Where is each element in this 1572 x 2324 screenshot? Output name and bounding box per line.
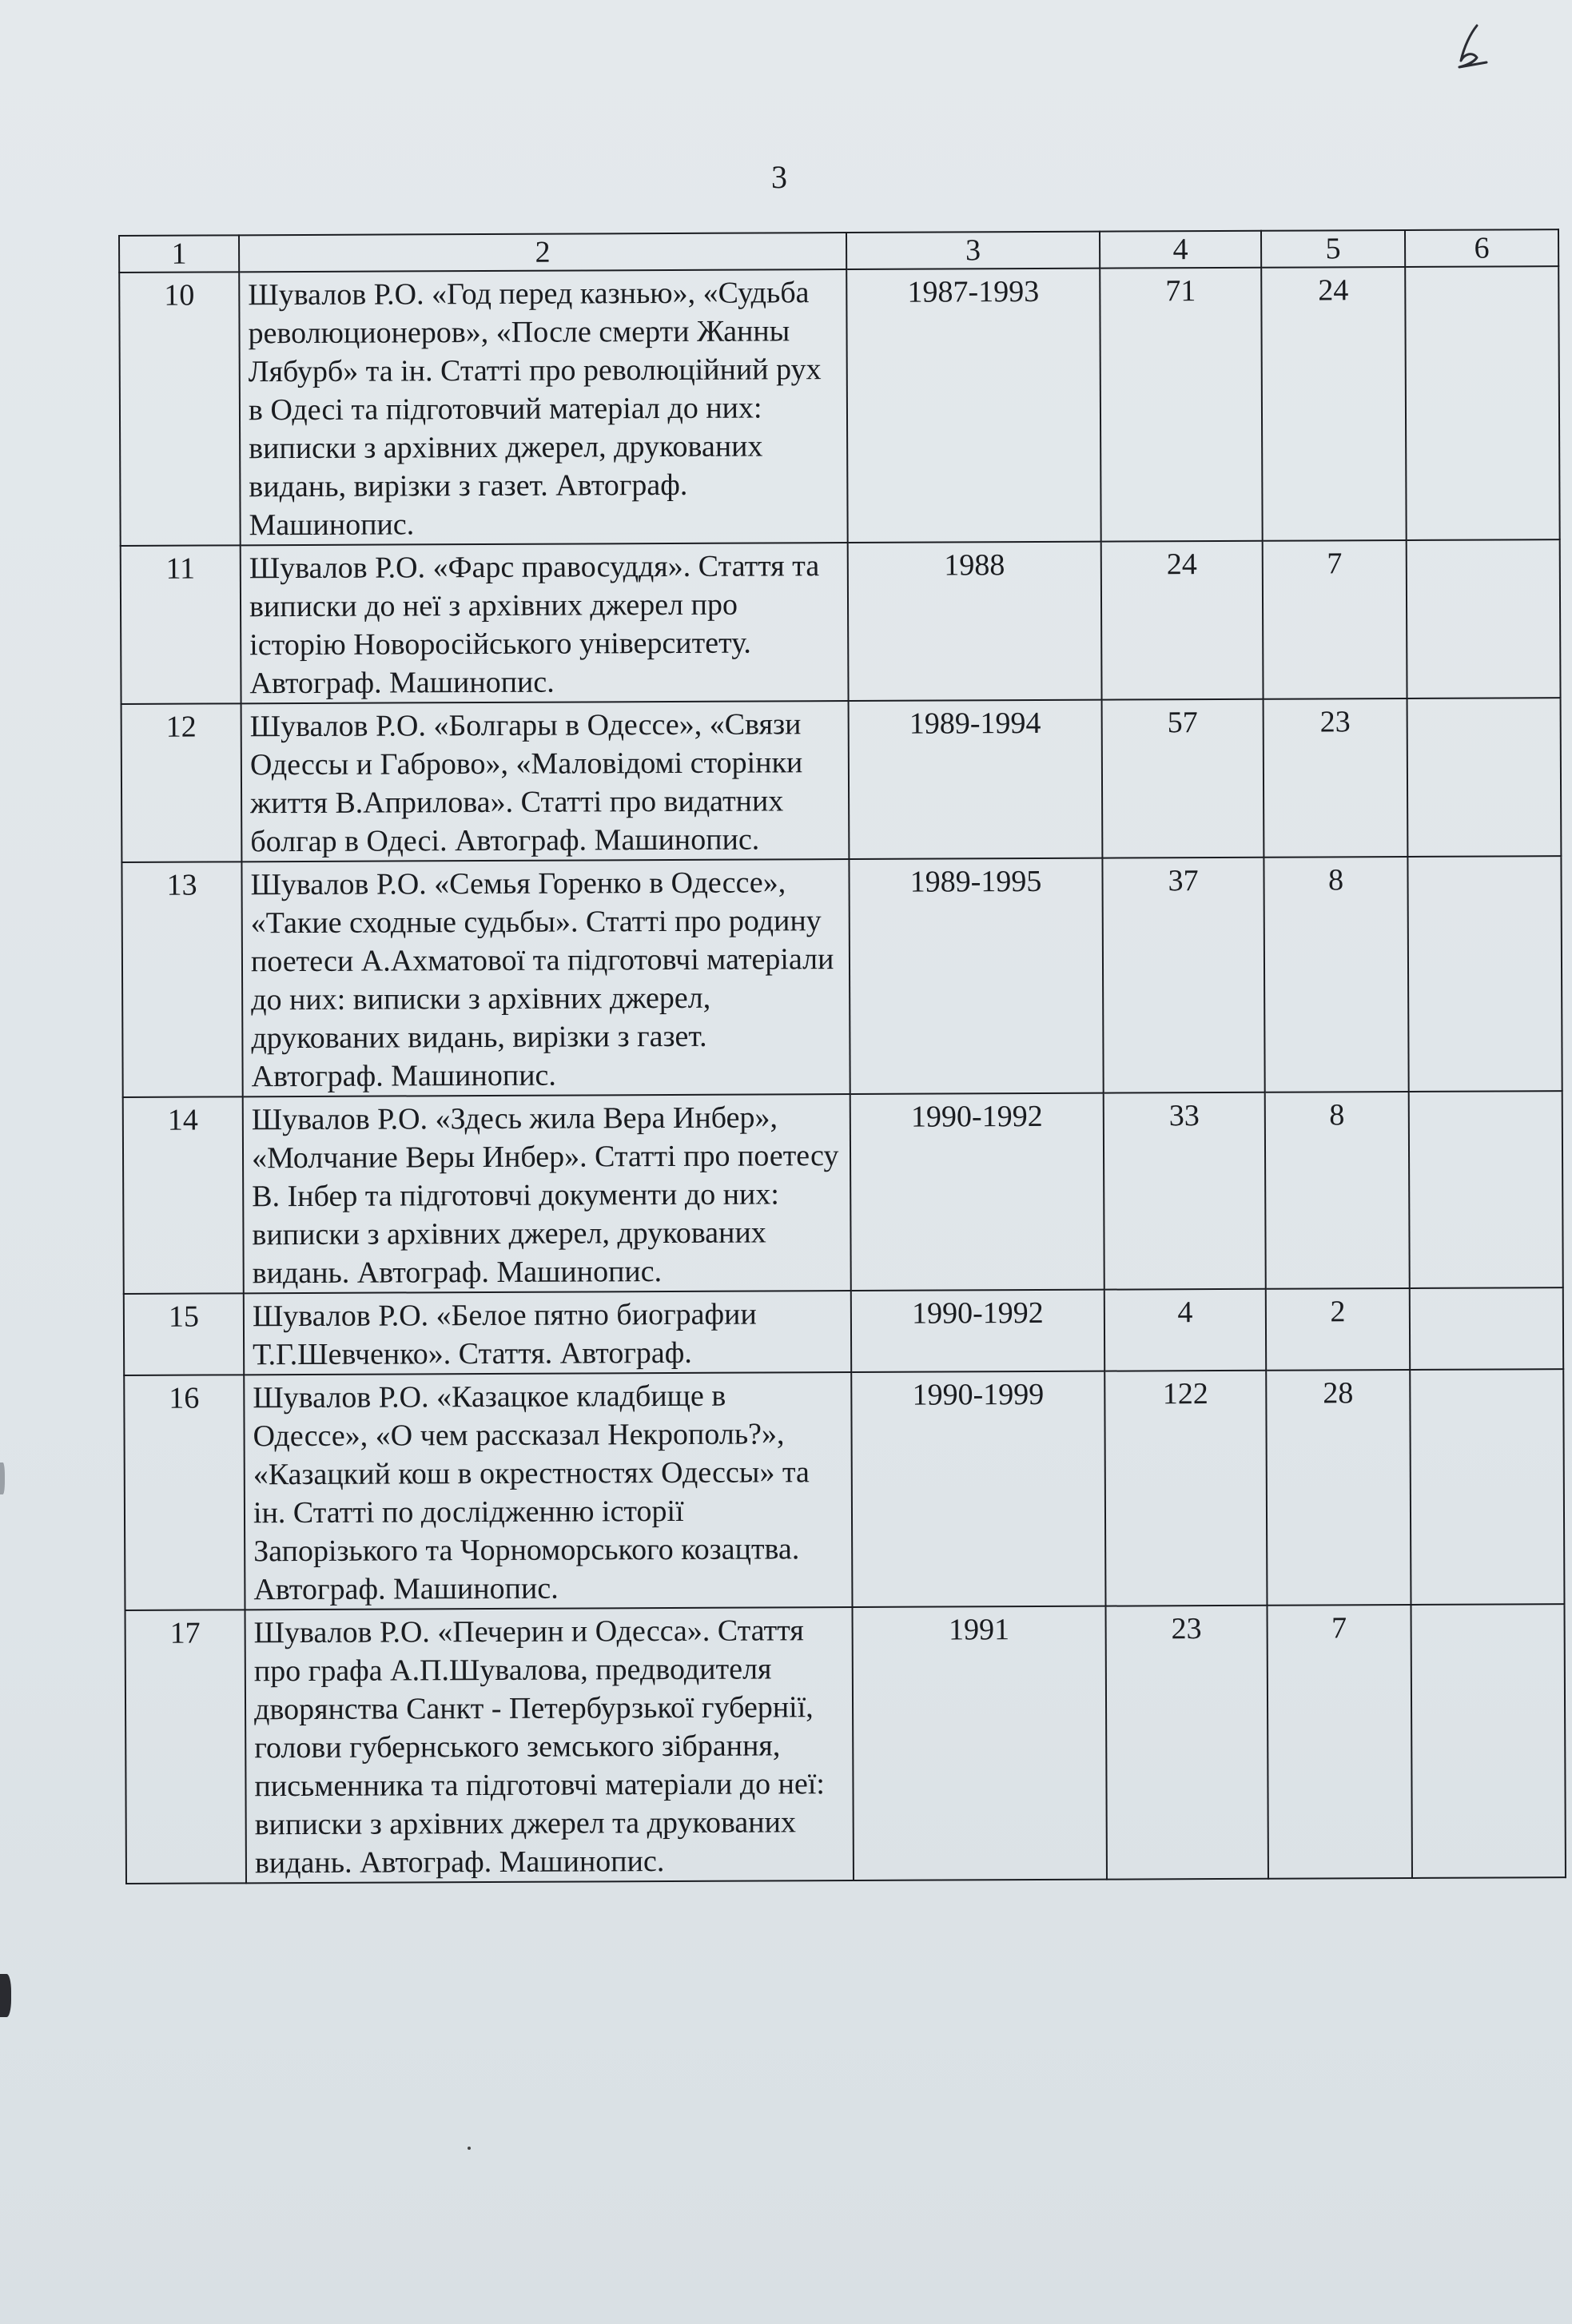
inventory-table [118, 229, 1566, 1884]
item-description: Шувалов Р.О. «Фарс правосуддя». Стаття та виписки до неї з архівних джерел про історію Новоросійського університету. Автограф. Машинопис. [241, 543, 849, 703]
item-number: 15 [124, 1293, 244, 1375]
item-number: 10 [119, 272, 240, 546]
item-number: 16 [124, 1375, 245, 1610]
item-col4: 23 [1105, 1606, 1268, 1880]
item-col4: 122 [1104, 1371, 1267, 1606]
item-description: Шувалов Р.О. «Семья Горенко в Одессе», «Такие сходные судьбы». Статті про родину поетеси А.Ахматової та підготовчі матеріали до них: виписки з архівних джерел, друкованих видань, вирізки з газет. Автограф. Машинопис. [241, 859, 850, 1096]
item-col5: 23 [1264, 698, 1408, 858]
page-number: 3 [771, 159, 787, 195]
table-row [123, 1091, 1563, 1294]
item-years: 1988 [848, 542, 1102, 701]
item-col5: 28 [1266, 1370, 1411, 1606]
table-row [125, 1604, 1566, 1884]
table-row [124, 1287, 1563, 1375]
item-col6 [1411, 1604, 1565, 1878]
item-col4: 57 [1102, 699, 1264, 858]
item-number: 13 [121, 862, 242, 1097]
header-col-5: 5 [1261, 230, 1405, 268]
table-row [121, 856, 1562, 1097]
item-years: 1989-1995 [849, 858, 1103, 1094]
table-row [121, 698, 1562, 862]
item-number: 11 [121, 545, 241, 704]
item-col5: 7 [1263, 540, 1407, 699]
item-col6 [1405, 266, 1559, 540]
item-years: 1990-1992 [850, 1093, 1104, 1291]
item-col4: 24 [1101, 541, 1264, 700]
item-description: Шувалов Р.О. «Здесь жила Вера Инбер», «Молчание Веры Инбер». Статті про поетесу В. Інбер та підготовчі документи до них: виписки з архівних джерел, друкованих видань. Автограф. Машинопис. [243, 1094, 851, 1293]
item-years: 1990-1992 [851, 1290, 1104, 1372]
item-col4: 37 [1102, 858, 1264, 1093]
item-description: Шувалов Р.О. «Болгары в Одессе», «Связи Одессы и Габрово», «Маловідомі сторінки життя В.Априлова». Статті про видатних болгар в Одесі. Автограф. Машинопис. [241, 701, 850, 862]
item-col6 [1407, 698, 1562, 857]
header-col-3: 3 [846, 232, 1100, 269]
handwritten-page-mark [1453, 22, 1493, 70]
binding-hole [0, 1462, 5, 1494]
item-number: 14 [123, 1096, 244, 1294]
item-col6 [1409, 1091, 1563, 1288]
paper-speck [468, 2147, 471, 2150]
item-col6 [1407, 856, 1562, 1092]
item-col6 [1410, 1287, 1563, 1370]
header-col-6: 6 [1405, 229, 1558, 267]
item-col4: 71 [1100, 268, 1262, 542]
header-col-2: 2 [239, 233, 846, 272]
item-description: Шувалов Р.О. «Казацкое кладбище в Одессе», «О чем рассказал Некрополь?», «Казацкий кош в окрестностях Одессы» та ін. Статті по дослідженню історії Запорізького та Чорноморського козацтва. Автограф. Машинопис. [244, 1372, 852, 1610]
item-years: 1989-1994 [849, 700, 1103, 859]
item-col6 [1410, 1369, 1564, 1605]
item-col5: 24 [1261, 267, 1406, 541]
item-number: 17 [125, 1610, 246, 1884]
binding-hole [0, 1974, 11, 2017]
table-row [119, 266, 1559, 546]
item-col6 [1407, 539, 1561, 698]
item-col5: 8 [1264, 857, 1408, 1092]
table-row [121, 539, 1561, 704]
item-years: 1990-1999 [851, 1371, 1105, 1607]
item-description: Шувалов Р.О. «Печерин и Одесса». Стаття про графа А.П.Шувалова, предводителя дворянства Санкт - Петербурзької губернії, голови губернського земського зібрання, письменника та підготовчі матеріали до неї: виписки з архівних джерел та друкованих видань. Автограф. Машинопис. [245, 1607, 854, 1883]
header-col-4: 4 [1100, 231, 1261, 269]
item-col4: 4 [1104, 1289, 1266, 1371]
table-header-row [119, 229, 1558, 273]
item-col5: 2 [1266, 1288, 1410, 1371]
item-years: 1991 [853, 1606, 1107, 1880]
item-number: 12 [121, 703, 242, 862]
header-col-1: 1 [119, 235, 239, 273]
item-col5: 7 [1267, 1605, 1411, 1879]
item-description: Шувалов Р.О. «Белое пятно биографии Т.Г.Шевченко». Стаття. Автограф. [244, 1291, 851, 1375]
item-col4: 33 [1104, 1092, 1266, 1290]
item-years: 1987-1993 [846, 269, 1100, 543]
table-row [124, 1369, 1564, 1610]
item-col5: 8 [1265, 1092, 1410, 1289]
item-description: Шувалов Р.О. «Год перед казнью», «Судьба революционеров», «После смерти Жанны Лябурб» та ін. Статті про революційний рух в Одесі та підготовчий матеріал до них: виписки з архівних джерел, друкованих видань, вирізки з газет. Автограф. Машинопис. [239, 269, 847, 545]
